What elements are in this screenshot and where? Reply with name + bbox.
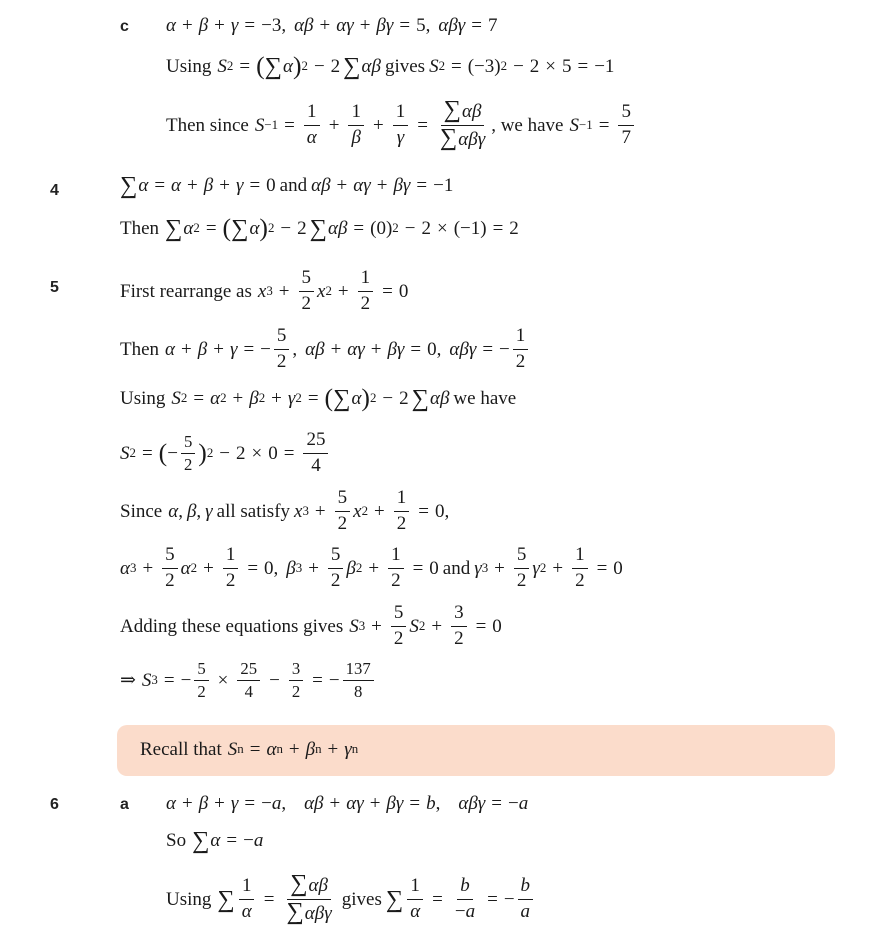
part-label-c: c — [120, 18, 129, 35]
word-we-have-plain: we have — [453, 387, 517, 409]
word-then: Then — [120, 217, 160, 239]
word-using-3: Using — [166, 888, 212, 910]
q5-line-5: Since α , β , γ all satisfy x 3 + $\frac{5}{2}$ x 2 + $\frac{1}{2}$ = 0, — [120, 487, 450, 534]
word-so: So — [166, 830, 187, 852]
recall-text: Recall that S n = α n + β n + γ n — [140, 739, 359, 760]
q4-line-1: ∑ α = α + β + γ = 0 and αβ + αγ + βγ = −1 — [120, 172, 454, 199]
word-using: Using — [166, 55, 212, 77]
question-number-6: 6 — [50, 796, 59, 813]
word-first-rearrange: First rearrange as — [120, 280, 252, 302]
q6-line-3: Using ∑ $\frac{1}{\alpha}$ = $\frac{\sum\alpha\beta}{\text{∑αβγ}}$ gives ∑ $\frac{1}{\alpha}$ = $\frac{b}{-a}$ = − $\frac{b}{a}$ — [166, 874, 536, 925]
q5-line-6: α 3 + $\frac{5}{2}$ α 2 + $\frac{1}{2}$ = 0, β 3 + $\frac{5}{2}$ β 2 + $\frac{1}{2}$ = 0 and γ 3 + $\frac{5}{2}$ γ 2 + $\frac{1}{2}$ = 0 — [120, 544, 623, 591]
question-number-5: 5 — [50, 279, 59, 296]
word-gives: gives — [384, 55, 426, 77]
part-c-line-2: Using S 2 = ( ∑ α ) 2 − 2 ∑ αβ gives S 2 = (−3) 2 − 2 × 5 = −1 — [166, 51, 615, 80]
word-and-2: and — [442, 557, 471, 579]
word-using-2: Using — [120, 387, 166, 409]
word-since: Since — [120, 500, 163, 522]
word-adding: Adding these equations gives — [120, 615, 344, 637]
q5-line-1: First rearrange as x 3 + $\frac{5}{2}$ x 2 + $\frac{1}{2}$ = 0 — [120, 267, 409, 314]
part-label-a: a — [120, 796, 129, 813]
word-then-since: Then since — [166, 114, 249, 136]
question-number-4: 4 — [50, 182, 59, 199]
q4-line-2: Then ∑ α 2 = ( ∑ α ) 2 − 2 ∑ αβ = (0) 2 − 2 × (−1) = 2 — [120, 213, 519, 242]
q5-line-8: ⇒ S 3 = − $\frac{5}{2}$ × $\frac{25}{4}$ − $\frac{3}{2}$ = − $\frac{137}{8}$ — [120, 660, 377, 702]
q6-line-2: So ∑ α = − a — [166, 827, 264, 854]
recall-callout — [117, 725, 835, 776]
q5-line-7: Adding these equations gives S 3 + $\frac{5}{2}$ S 2 + $\frac{3}{2}$ = 0 — [120, 602, 502, 649]
part-c-line-3: Then since S −1 = $\frac{1}{\alpha}$ + $\frac{1}{\beta}$ + $\frac{1}{\gamma}$ = $\frac{\sum\alpha\beta}{\text{∑αβγ}}$ , we have S −1 = $\frac{5}{7}$ — [166, 100, 637, 151]
part-c-line-1: α + β + γ = −3, αβ + αγ + βγ = 5, αβγ = 7 — [166, 15, 498, 36]
word-we-have: , we have — [491, 114, 564, 136]
word-and: and — [279, 175, 308, 197]
word-all-satisfy: all satisfy — [216, 500, 291, 522]
q5-line-4: S 2 = ( − $\frac{5}{2}$ ) 2 − 2 × 0 = $\frac{25}{4}$ — [120, 430, 331, 477]
q5-line-2: Then α + β + γ = − $\frac{5}{2}$ , αβ + αγ + βγ = 0, αβγ = − $\frac{1}{2}$ — [120, 326, 531, 373]
q6-line-1: α + β + γ = − a , αβ + αγ + βγ = b , αβγ = − a — [166, 793, 529, 814]
q5-line-3: Using S 2 = α 2 + β 2 + γ 2 = ( ∑ α ) 2 − 2 ∑ αβ we have — [120, 383, 517, 412]
word-then-2: Then — [120, 338, 160, 360]
word-recall: Recall that — [140, 739, 222, 760]
word-gives-2: gives — [341, 888, 382, 910]
